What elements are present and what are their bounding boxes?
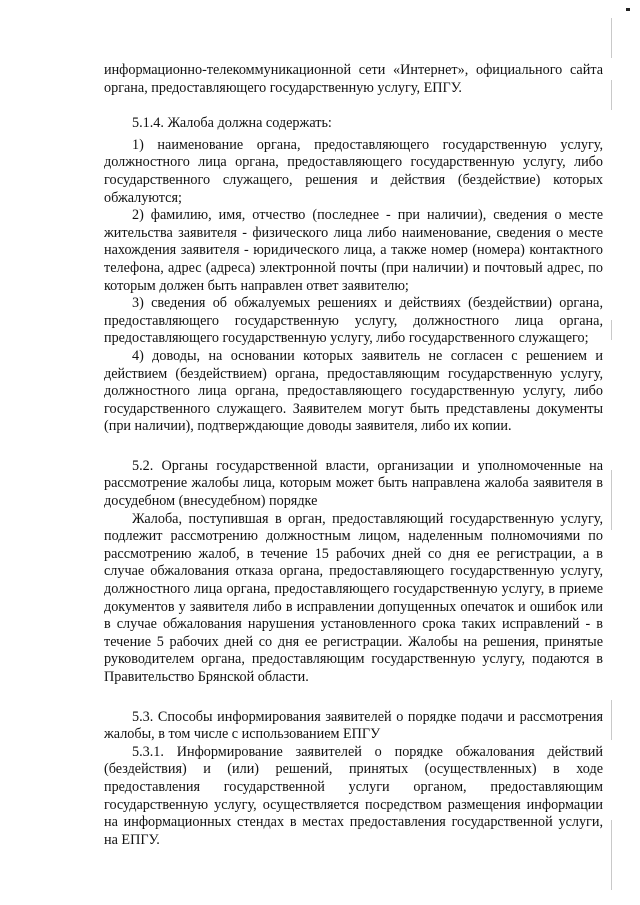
section-5-3-heading: 5.3. Способы информирования заявителей о порядке подачи и рассмотрения жалобы, в том числе с использованием ЕПГУ <box>104 708 603 743</box>
paragraph-item-4: 4) доводы, на основании которых заявитель не согласен с решением и действием (бездействием) органа, предоставляющим государственную услугу, должностного лица органа, предоставляющего государственную услугу, либо государственного служащего. Заявителем могут быть представлены документы (при наличии), подтверждающие доводы заявителя, либо их копии. <box>104 347 603 435</box>
margin-rule-5 <box>611 700 612 740</box>
paragraph-5-3-1: 5.3.1. Информирование заявителей о порядке обжалования действий (бездействия) и (или) решений, принятых (осуществленных) в ходе предоставления государственной услуги органом, предоставляющим государственную услугу, осуществляется посредством размещения информации на информационных стендах в местах предоставления государственной услуги, на ЕПГУ. <box>104 743 603 848</box>
paragraph-continuation: информационно-телекоммуникационной сети «Интернет», официального сайта органа, предоставляющего государственную услугу, ЕПГУ. <box>104 62 603 96</box>
margin-rule-4 <box>611 470 612 530</box>
section-5-2-heading: 5.2. Органы государственной власти, организации и уполномоченные на рассмотрение жалобы лица, которым может быть направлена жалоба заявителя в досудебном (внесудебном) порядке <box>104 457 603 510</box>
paragraph-item-2: 2) фамилию, имя, отчество (последнее - при наличии), сведения о месте жительства заявителя - физического лица либо наименование, сведения о месте нахождения заявителя - юридического лица, а также номер (номера) контактного телефона, адрес (адреса) электронной почты (при наличии) и почтовый адрес, по которым должен быть направлен ответ заявителю; <box>104 207 603 294</box>
paragraph-item-1: 1) наименование органа, предоставляющего государственную услугу, должностного лица органа, предоставляющего государственную услугу, либо государственного служащего, решения и действия (бездействие) которых обжалуются; <box>104 136 603 206</box>
paragraph-5-2-body: Жалоба, поступившая в орган, предоставляющий государственную услугу, подлежит рассмотрению должностным лицом, наделенным полномочиями по рассмотрению жалоб, в течение 15 рабочих дней со дня ее регистрации, а в случае обжалования отказа органа, предоставляющего государственную услугу, должностного лица органа, предоставляющего государственную услугу, в приеме документов у заявителя либо в исправлении допущенных опечаток и ошибок или в случае обжалования нарушения установленного срока таких исправлений - в течение 5 рабочих дней со дня ее регистрации. Жалобы на решения, принятые руководителем органа, предоставляющим государственную услугу, подаются в Правительство Брянской области. <box>104 510 603 685</box>
corner-mark <box>626 8 630 11</box>
margin-rule-6 <box>611 820 612 890</box>
paragraph-item-3: 3) сведения об обжалуемых решениях и действиях (бездействии) органа, предоставляющего государственную услугу, должностного лица органа, предоставляющего государственную услугу, либо государственного служащего; <box>104 295 603 347</box>
margin-rule-3 <box>611 320 612 340</box>
document-body <box>104 62 603 849</box>
margin-rule-2 <box>611 80 612 110</box>
margin-rule-1 <box>611 18 612 58</box>
paragraph-5-1-4-heading: 5.1.4. Жалоба должна содержать: <box>132 115 332 132</box>
